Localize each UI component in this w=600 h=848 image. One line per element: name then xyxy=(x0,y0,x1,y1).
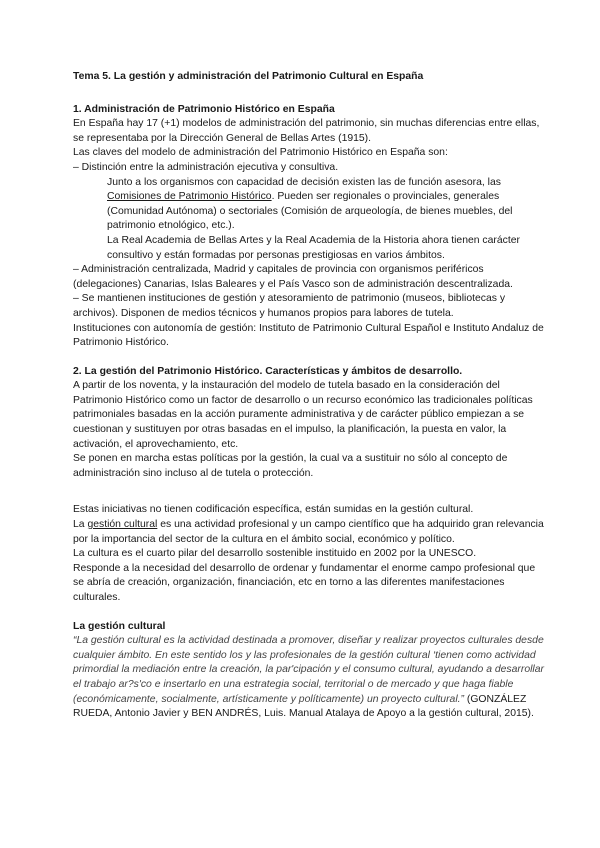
paragraph xyxy=(73,518,545,547)
section-2-heading: 2. La gestión del Patrimonio Histórico. Características y ámbitos de desarrollo. xyxy=(73,365,463,377)
paragraph: La cultura es el cuarto pilar del desarrollo sostenible instituido en 2002 por la UNESCO. xyxy=(73,548,477,560)
paragraph: Se ponen en marcha estas políticas por la gestión, la cual va a sustituir no sólo al concepto de administración sino incluso al de tutela o protección. xyxy=(73,453,508,479)
paragraph: Estas iniciativas no tienen codificación específica, están sumidas en la gestión cultural. xyxy=(73,504,474,516)
paragraph: Instituciones con autonomía de gestión: Instituto de Patrimonio Cultural Español e Instituto Andaluz de Patrimonio Histórico. xyxy=(73,322,544,349)
section-1-heading: 1. Administración de Patrimonio Histórico en España xyxy=(73,103,335,115)
spacer xyxy=(73,351,545,365)
text-span: La xyxy=(73,519,88,531)
comisiones-link[interactable]: Comisiones de Patrimonio Histórico xyxy=(107,191,272,203)
bullet-item: – Se mantienen instituciones de gestión y atesoramiento de patrimonio (museos, bibliotecas y archivos). Disponen de medios técnicos y humanos propios para labores de tutela. xyxy=(73,293,506,319)
citation-text: (GONZÁLEZ RUEDA, Antonio Javier y BEN ANDRÉS, Luis. Manual Atalaya de Apoyo a la gestión cultural, 2015). xyxy=(73,693,534,720)
document-title: Tema 5. La gestión y administración del Patrimonio Cultural en España xyxy=(73,71,424,82)
indented-paragraph: La Real Academia de Bellas Artes y la Real Academia de la Historia ahora tienen carácter consultivo y están formadas por personas prestigiosas en varios ámbitos. xyxy=(107,234,520,261)
paragraph: En España hay 17 (+1) modelos de administración del patrimonio, sin muchas diferencias entre ellas, se representaba por la Dirección General de Bellas Artes (1915). xyxy=(73,118,540,144)
paragraph: Las claves del modelo de administración del Patrimonio Histórico en España son: xyxy=(73,147,448,159)
text-span: Junto a los organismos con capacidad de decisión existen las de función asesora, las xyxy=(107,176,501,188)
quote-text: “La gestión cultural es la actividad destinada a promover, diseñar y realizar proyectos culturales desde cualquier ámbito. En este sentido los y las profesionales de la gestión cultural ‘tienen como actividad primordial la mediación entre la creación, la par'cipación y el consumo cultural, ayudando a desarrollar el trabajo ar?s'co e insertarlo en una estrategia social, territorial o de mercado y que haga fiable (económicamente, socialmente, artísticamente y políticamente) un proyecto cultural.” xyxy=(73,635,544,705)
indented-paragraph xyxy=(73,176,545,234)
text-span: . Pueden ser regionales o provinciales, generales (Comunidad Autónoma) o sectoriales (Comisión de arqueología, de bienes muebles, del patrimonio etnológico, etc.). xyxy=(107,191,513,232)
spacer xyxy=(73,606,545,620)
bullet-item: – Administración centralizada, Madrid y capitales de provincia con organismos periféricos (delegaciones) Canarias, Islas Baleares y el País Vasco son de administración descentralizada. xyxy=(73,264,513,290)
bullet-item: – Distinción entre la administración ejecutiva y consultiva. xyxy=(73,161,339,173)
text-span: es una actividad profesional y un campo científico que ha adquirido gran relevancia por la importancia del sector de la cultura en el ámbito social, económico y político. xyxy=(73,519,544,545)
section-3-heading: La gestión cultural xyxy=(73,620,166,632)
gestion-cultural-link[interactable]: gestión cultural xyxy=(87,519,158,531)
quote-paragraph xyxy=(73,634,545,722)
paragraph: A partir de los noventa, y la instauración del modelo de tutela basado en la consideración del Patrimonio Histórico como un factor de desarrollo o un recurso económico las tradicionales políticas patrimoniales basadas en la acción puramente administrativa y de carácter público empiezan a se cuestionan y sustituyen por otras basadas en el impulso, la planificación, la puesta en valor, la activación, el aprovechamiento, etc. xyxy=(73,380,533,450)
spacer xyxy=(73,481,545,503)
paragraph: Responde a la necesidad del desarrollo de ordenar y fundamentar el enorme campo profesional que se abría de creación, organización, financiación, etc en torno a las diferentes manifestaciones culturales. xyxy=(73,562,536,603)
